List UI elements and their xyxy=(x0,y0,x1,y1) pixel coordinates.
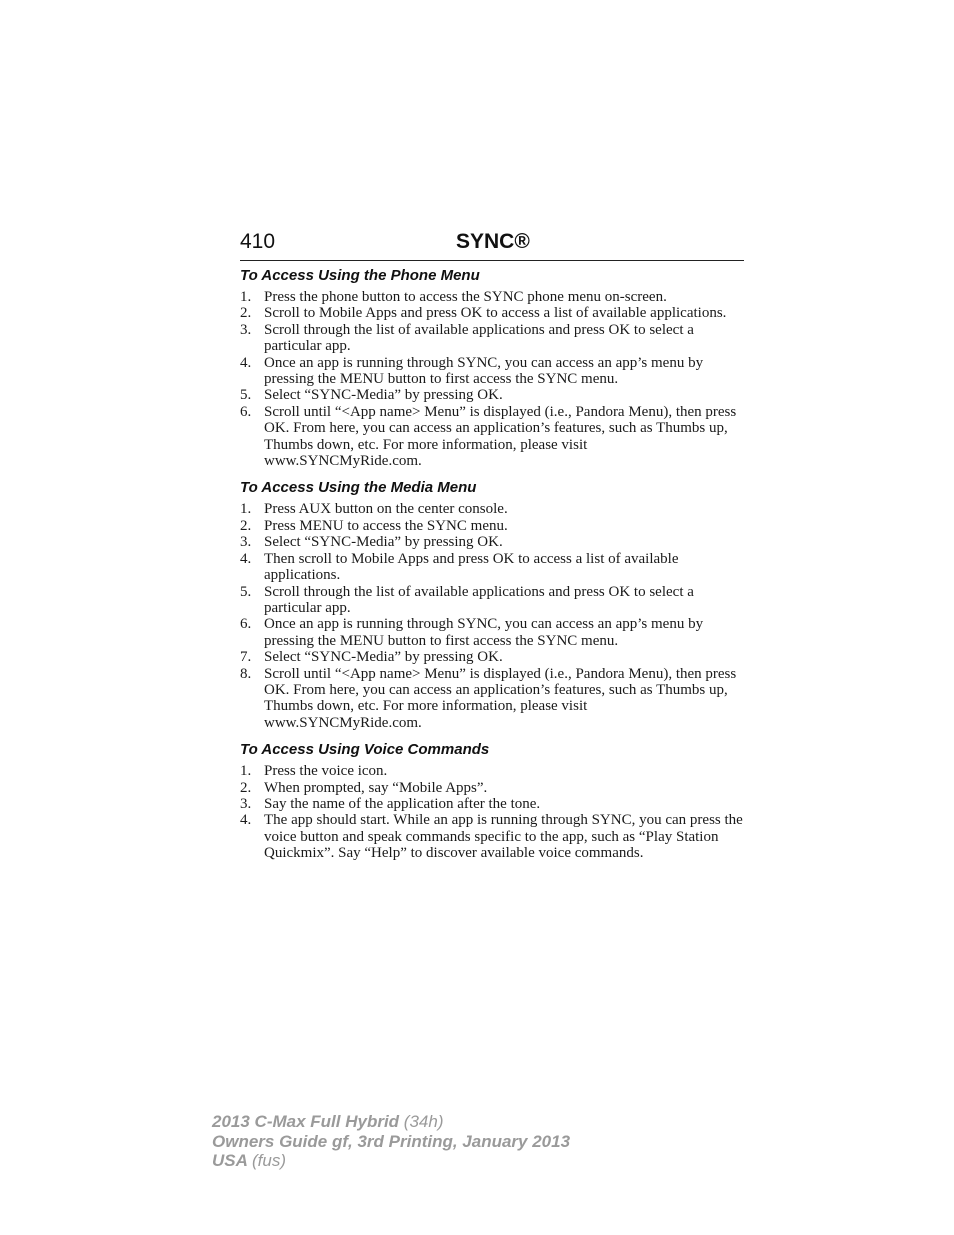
step-number: 1. xyxy=(240,763,252,780)
footer-line-1 xyxy=(212,1112,570,1132)
step-text: Scroll through the list of available applications and press OK to select a particular app. xyxy=(264,321,694,355)
step-text: Scroll until “<App name> Menu” is displayed (i.e., Pandora Menu), then press OK. From here, you can access an application’s features, such as Thumbs up, Thumbs down, etc. For more information, please visit www.SYNCMyRide.com. xyxy=(264,403,737,470)
step-number: 2. xyxy=(240,779,252,796)
step-text: Scroll through the list of available applications and press OK to select a particular app. xyxy=(264,583,694,616)
step-text: Once an app is running through SYNC, you can access an app’s menu by pressing the MENU button to first access the SYNC menu. xyxy=(264,354,704,388)
list-item xyxy=(240,322,746,355)
footer-market-code: (fus) xyxy=(252,1151,286,1170)
list-item xyxy=(240,289,746,305)
step-text: The app should start. While an app is running through SYNC, you can press the voice button and speak commands specific to the app, such as “Play Station Quickmix”. Say “Help” to discover available voice commands. xyxy=(264,812,743,862)
list-item xyxy=(240,812,746,861)
list-item xyxy=(240,551,746,584)
footer-model-code: (34h) xyxy=(403,1112,444,1131)
list-item xyxy=(240,387,746,403)
list-item xyxy=(240,796,746,812)
list-item xyxy=(240,305,746,321)
list-item xyxy=(240,534,746,550)
footer-printing: Owners Guide gf, 3rd Printing, January 2013 xyxy=(212,1131,571,1151)
step-number: 8. xyxy=(240,665,252,682)
section-title: SYNC® xyxy=(456,230,530,253)
footer-market: USA xyxy=(212,1151,248,1170)
step-text: Once an app is running through SYNC, you can access an app’s menu by pressing the MENU button to first access the SYNC menu. xyxy=(264,616,704,649)
page-content xyxy=(240,266,746,871)
step-number: 2. xyxy=(240,517,252,534)
list-item xyxy=(240,649,746,665)
step-text: Say the name of the application after the tone. xyxy=(264,795,541,812)
page-footer xyxy=(212,1112,570,1171)
list-item xyxy=(240,616,746,649)
step-text: Select “SYNC-Media” by pressing OK. xyxy=(264,387,503,404)
list-item xyxy=(240,518,746,534)
list-item xyxy=(240,780,746,796)
list-item xyxy=(240,763,746,779)
page-header xyxy=(240,228,744,261)
step-number: 6. xyxy=(240,403,252,420)
step-text: Scroll until “<App name> Menu” is displayed (i.e., Pandora Menu), then press OK. From here, you can access an application’s features, such as Thumbs up, Thumbs down, etc. For more information, please visit www.SYNCMyRide.com. xyxy=(264,665,737,731)
list-item xyxy=(240,404,746,470)
section-voice-commands xyxy=(240,740,746,861)
step-text: Press the voice icon. xyxy=(264,763,388,780)
step-text: Select “SYNC-Media” by pressing OK. xyxy=(264,534,503,551)
section-heading: To Access Using the Phone Menu xyxy=(240,267,480,284)
step-number: 4. xyxy=(240,550,252,567)
step-text: Press the phone button to access the SYNC phone menu on-screen. xyxy=(264,289,667,305)
step-list xyxy=(240,763,746,861)
step-number: 7. xyxy=(240,649,252,666)
footer-line-3 xyxy=(212,1151,570,1171)
step-text: When prompted, say “Mobile Apps”. xyxy=(264,779,488,796)
step-number: 3. xyxy=(240,321,252,338)
footer-model: 2013 C-Max Full Hybrid xyxy=(212,1112,400,1131)
step-list xyxy=(240,501,746,731)
section-heading: To Access Using the Media Menu xyxy=(240,479,477,497)
step-number: 2. xyxy=(240,305,252,322)
step-number: 4. xyxy=(240,812,252,829)
step-number: 3. xyxy=(240,534,252,551)
step-number: 1. xyxy=(240,289,252,305)
step-text: Select “SYNC-Media” by pressing OK. xyxy=(264,649,503,666)
step-number: 1. xyxy=(240,501,252,518)
step-list xyxy=(240,289,746,469)
step-number: 3. xyxy=(240,795,252,812)
step-number: 6. xyxy=(240,616,252,633)
list-item xyxy=(240,584,746,617)
step-number: 5. xyxy=(240,387,252,404)
step-number: 4. xyxy=(240,354,252,371)
footer-line-2 xyxy=(212,1132,570,1152)
section-phone-menu xyxy=(240,266,746,469)
section-media-menu xyxy=(240,478,746,731)
list-item xyxy=(240,355,746,388)
section-heading: To Access Using Voice Commands xyxy=(240,741,490,759)
step-text: Scroll to Mobile Apps and press OK to access a list of available applications. xyxy=(264,305,727,322)
page-number: 410 xyxy=(240,230,276,253)
list-item xyxy=(240,666,746,732)
step-text: Then scroll to Mobile Apps and press OK to access a list of available applications. xyxy=(264,550,679,584)
step-text: Press AUX button on the center console. xyxy=(264,501,508,518)
step-number: 5. xyxy=(240,583,252,600)
step-text: Press MENU to access the SYNC menu. xyxy=(264,517,508,534)
list-item xyxy=(240,501,746,517)
